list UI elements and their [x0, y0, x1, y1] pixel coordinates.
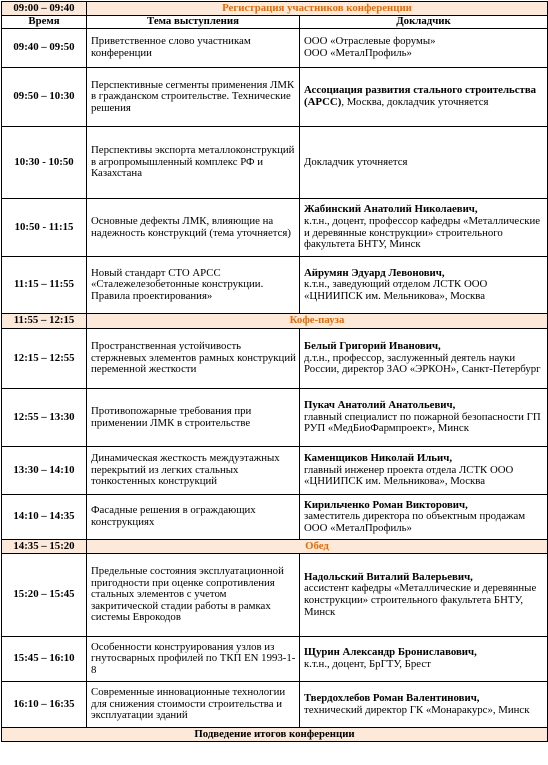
- row-topic: Фасадные решения в ограждающих конструкциях: [87, 495, 300, 540]
- speaker-info: главный специалист по пожарной безопасности ГП РУП «МедБиоФармпроект», Минск: [304, 410, 541, 435]
- speaker-info: Докладчик уточняется: [304, 155, 408, 168]
- speaker-name: Твердохлебов Роман Валентинович,: [304, 691, 480, 704]
- row-time: 15:45 – 16:10: [2, 637, 87, 682]
- closing-title: Подведение итогов конференции: [2, 728, 548, 742]
- row-time: 16:10 – 16:35: [2, 682, 87, 728]
- row-topic: Основные дефекты ЛМК, влияющие на надежность конструкций (тема уточняется): [87, 199, 300, 257]
- row-topic: Противопожарные требования при применении ЛМК в строительстве: [87, 389, 300, 447]
- speaker-name: Надольский Виталий Валерьевич,: [304, 570, 473, 583]
- speaker-info: главный инженер проекта отдела ЛСТК ООО «ЦНИИПСК им. Мельникова», Москва: [304, 463, 514, 488]
- row-speaker: [300, 127, 548, 199]
- registration-time: 09:00 – 09:40: [2, 2, 87, 16]
- speaker-info: к.т.н., доцент, БрГТУ, Брест: [304, 658, 431, 670]
- lunch-row: [2, 540, 548, 554]
- row-time: 13:30 – 14:10: [2, 447, 87, 495]
- speaker-info: , Москва, докладчик уточняется: [341, 96, 489, 108]
- row-speaker: [300, 495, 548, 540]
- row-topic: Особенности конструирования узлов из гнутосварных профилей по ТКП EN 1993-1-8: [87, 637, 300, 682]
- row-topic: Динамическая жесткость междуэтажных перекрытий из легких стальных тонкостенных конструкций: [87, 447, 300, 495]
- row-speaker: [300, 682, 548, 728]
- row-topic: Новый стандарт СТО АРСС «Сталежелезобетонные конструкции. Правила проектирования»: [87, 257, 300, 314]
- row-time: 10:30 - 10:50: [2, 127, 87, 199]
- table-row: [2, 389, 548, 447]
- speaker-name: Кирильченко Роман Викторович,: [304, 498, 468, 511]
- table-row: [2, 637, 548, 682]
- row-speaker: [300, 554, 548, 637]
- lunch-time: 14:35 – 15:20: [2, 540, 87, 554]
- row-time: 12:55 – 13:30: [2, 389, 87, 447]
- coffee-break-row: [2, 314, 548, 329]
- table-row: [2, 199, 548, 257]
- row-time: 11:15 – 11:55: [2, 257, 87, 314]
- row-topic: Перспективы экспорта металлоконструкций в агропромышленный комплекс РФ и Казахстана: [87, 127, 300, 199]
- coffee-break-time: 11:55 – 12:15: [2, 314, 87, 329]
- row-speaker: [300, 199, 548, 257]
- row-speaker: [300, 637, 548, 682]
- header-time: Время: [2, 16, 87, 29]
- speaker-info: ассистент кафедры «Металлические и деревянные конструкции» строительного факультета БНТУ, Минск: [304, 582, 537, 618]
- speaker-name: Пукач Анатолий Анатольевич,: [304, 399, 456, 412]
- row-topic: Перспективные сегменты применения ЛМК в гражданском строительстве. Технические решения: [87, 68, 300, 127]
- row-topic: Пространственная устойчивость стержневых элементов рамных конструкций переменной жесткости: [87, 329, 300, 389]
- speaker-info: к.т.н., заведующий отделом ЛСТК ООО «ЦНИИПСК им. Мельникова», Москва: [304, 278, 488, 302]
- coffee-break-title: Кофе-пауза: [87, 314, 548, 329]
- row-topic: Предельные состояния эксплуатационной пригодности при оценке сопротивления стальных элементов с учетом закритической стадии работы в рамках системы Еврокодов: [87, 554, 300, 637]
- row-topic: Приветственное слово участникам конференции: [87, 29, 300, 68]
- row-speaker: [300, 257, 548, 314]
- table-row: [2, 554, 548, 637]
- row-speaker: [300, 68, 548, 127]
- speaker-info: ООО «Отраслевые форумы» ООО «МеталПрофиль»: [304, 35, 436, 59]
- closing-row: [2, 728, 548, 742]
- speaker-name: Щурин Александр Брониславович,: [304, 646, 477, 659]
- speaker-info: д.т.н., профессор, заслуженный деятель науки России, директор ЗАО «ЭРКОН», Санкт-Петербург: [304, 351, 541, 376]
- table-row: [2, 682, 548, 728]
- table-row: [2, 29, 548, 68]
- speaker-info: к.т.н., доцент, профессор кафедры «Металлические и деревянные конструкции» строительного факультета БНТУ, Минск: [304, 214, 541, 251]
- row-time: 15:20 – 15:45: [2, 554, 87, 637]
- table-row: [2, 68, 548, 127]
- speaker-name: Айрумян Эдуард Левонович,: [304, 266, 445, 279]
- row-speaker: [300, 329, 548, 389]
- speaker-name: Жабинский Анатолий Николаевич,: [304, 203, 478, 216]
- speaker-info: заместитель директора по объектным продажам ООО «МеталПрофиль»: [304, 510, 526, 534]
- table-row: [2, 447, 548, 495]
- speaker-name: Ассоциация развития стального строительства (АРСС): [304, 84, 537, 108]
- header-row: [2, 16, 548, 29]
- row-speaker: [300, 29, 548, 68]
- table-row: [2, 257, 548, 314]
- speaker-name: Каменщиков Николай Ильич,: [304, 452, 453, 465]
- conference-schedule-table: [1, 1, 548, 742]
- speaker-info: технический директор ГК «Монаракурс», Минск: [304, 703, 530, 716]
- registration-title: Регистрация участников конференции: [87, 2, 548, 16]
- row-time: 14:10 – 14:35: [2, 495, 87, 540]
- row-time: 10:50 - 11:15: [2, 199, 87, 257]
- row-time: 09:40 – 09:50: [2, 29, 87, 68]
- lunch-title: Обед: [87, 540, 548, 554]
- row-time: 09:50 – 10:30: [2, 68, 87, 127]
- header-speaker: Докладчик: [300, 16, 548, 29]
- registration-row: [2, 2, 548, 16]
- table-row: [2, 495, 548, 540]
- speaker-name: Белый Григорий Иванович,: [304, 340, 441, 353]
- table-row: [2, 329, 548, 389]
- table-row: [2, 127, 548, 199]
- header-topic: Тема выступления: [87, 16, 300, 29]
- row-speaker: [300, 389, 548, 447]
- row-topic: Современные инновационные технологии для снижения стоимости строительства и эксплуатации зданий: [87, 682, 300, 728]
- row-speaker: [300, 447, 548, 495]
- row-time: 12:15 – 12:55: [2, 329, 87, 389]
